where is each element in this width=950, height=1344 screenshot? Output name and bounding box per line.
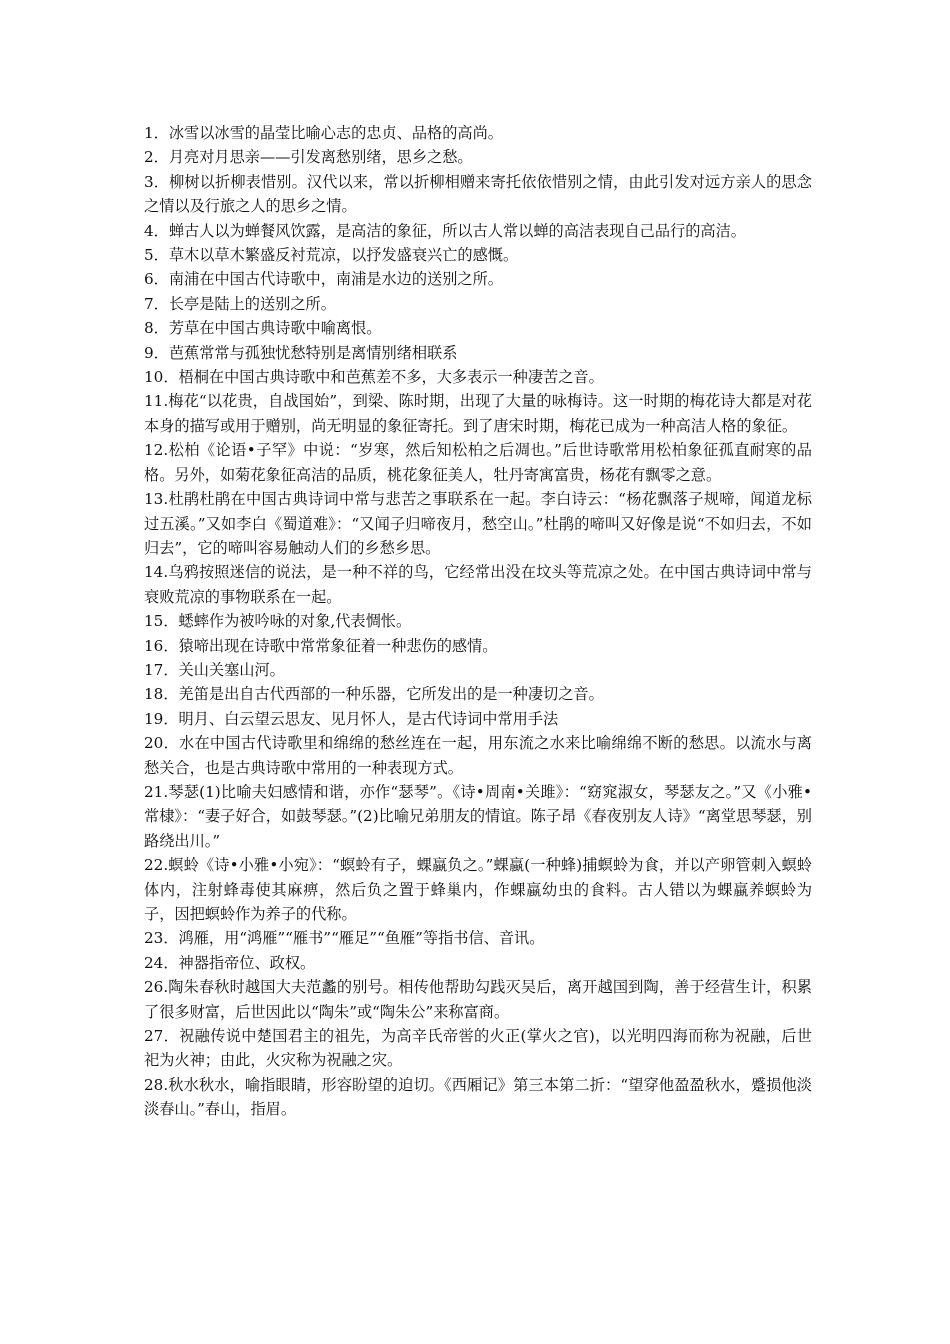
list-item: 8．芳草在中国古典诗歌中喻离恨。 (144, 319, 382, 338)
document-body (144, 121, 812, 1122)
list-item: 24．神器指帝位、政权。 (144, 953, 316, 972)
list-item: 14.乌鸦按照迷信的说法，是一种不祥的鸟，它经常出没在坟头等荒凉之处。在中国古典诗词中常与衰败荒凉的事物联系在一起。 (144, 563, 812, 606)
list-item: 19．明月、白云望云思友、见月怀人，是古代诗词中常用手法 (144, 709, 559, 728)
list-item: 26.陶朱春秋时越国大夫范蠡的别号。相传他帮助勾践灭吴后，离开越国到陶，善于经营生计，积累了很多财富，后世因此以“陶朱”或“陶朱公”来称富商。 (144, 978, 812, 1021)
list-item: 21.琴瑟(1)比喻夫妇感情和谐，亦作“瑟琴”。《诗•周南•关雎》：“窈窕淑女，琴瑟友之。”又《小雅•常棣》：“妻子好合，如鼓琴瑟。”(2)比喻兄弟朋友的情谊。陈子昂《春夜别友人诗》“离堂思琴瑟，别路绕出川。” (144, 782, 812, 850)
list-item: 3．柳树以折柳表惜别。汉代以来，常以折柳相赠来寄托依依惜别之情，由此引发对远方亲人的思念之情以及行旅之人的思乡之情。 (144, 172, 812, 216)
list-item: 13.杜鹃杜鹃在中国古典诗词中常与悲苦之事联系在一起。李白诗云：“杨花飘落子规啼，闻道龙标过五溪。”又如李白《蜀道难》：“又闻子归啼夜月，愁空山。”杜鹃的啼叫又好像是说“不如归去，不如归去”，它的啼叫容易触动人们的乡愁乡思。 (144, 490, 812, 557)
list-item: 16．猿啼出现在诗歌中常常象征着一种悲伤的感情。 (144, 636, 498, 655)
list-item: 18．羌笛是出自古代西部的一种乐器，它所发出的是一种凄切之音。 (144, 685, 604, 704)
list-item: 11.梅花“以花贵，自战国始”，到梁、陈时期，出现了大量的咏梅诗。这一时期的梅花诗大都是对花本身的描写或用于赠别，尚无明显的象征寄托。到了唐宋时期，梅花已成为一种高洁人格的象征。 (144, 392, 812, 435)
list-item: 12.松柏《论语•子罕》中说：“岁寒，然后知松柏之后凋也。”后世诗歌常用松柏象征孤直耐寒的品格。另外，如菊花象征高洁的品质，桃花象征美人，牡丹寄寓富贵，杨花有飘零之意。 (144, 441, 812, 484)
list-item: 4．蝉古人以为蝉餐风饮露，是高洁的象征，所以古人常以蝉的高洁表现自己品行的高洁。 (144, 221, 746, 240)
list-item: 22.螟蛉《诗•小雅•小宛》：“螟蛉有子，蜾蠃负之。”蜾蠃(一种蜂)捕螟蛉为食，并以产卵管刺入螟蛉体内，注射蜂毒使其麻痹，然后负之置于蜂巢内，作蜾蠃幼虫的食料。古人错以为蜾蠃养螟蛉为子，因把螟蛉作为养子的代称。 (144, 856, 812, 923)
list-item: 2．月亮对月思亲——引发离愁别绪，思乡之愁。 (144, 148, 473, 167)
list-item: 1．冰雪以冰雪的晶莹比喻心志的忠贞、品格的高尚。 (144, 124, 503, 142)
list-item: 10．梧桐在中国古典诗歌中和芭蕉差不多，大多表示一种凄苦之音。 (144, 368, 604, 387)
list-item: 6．南浦在中国古代诗歌中，南浦是水边的送别之所。 (144, 270, 503, 289)
list-item: 15．蟋蟀作为被吟咏的对象,代表惆怅。 (144, 612, 412, 631)
list-item: 7．长亭是陆上的送别之所。 (144, 294, 336, 313)
list-item: 20．水在中国古代诗歌里和绵绵的愁丝连在一起，用东流之水来比喻绵绵不断的愁思。以流水与离愁关合，也是古典诗歌中常用的一种表现方式。 (144, 734, 812, 777)
list-item: 27．祝融传说中楚国君主的祖先，为高辛氏帝喾的火正(掌火之官)，以光明四海而称为祝融，后世祀为火神；由此，火灾称为祝融之灾。 (144, 1027, 812, 1070)
list-item: 23．鸿雁，用“鸿雁”“雁书”“雁足”“鱼雁”等指书信、音讯。 (144, 929, 545, 948)
list-item: 28.秋水秋水，喻指眼睛，形容盼望的迫切。《西厢记》第三本第二折：“望穿他盈盈秋水，蹙损他淡淡春山。”春山，指眉。 (144, 1075, 812, 1119)
list-item: 9．芭蕉常常与孤独忧愁特别是离情别绪相联系 (144, 343, 458, 362)
list-item: 5．草木以草木繁盛反衬荒凉，以抒发盛衰兴亡的感慨。 (144, 246, 519, 265)
list-item: 17．关山关塞山河。 (144, 660, 285, 679)
